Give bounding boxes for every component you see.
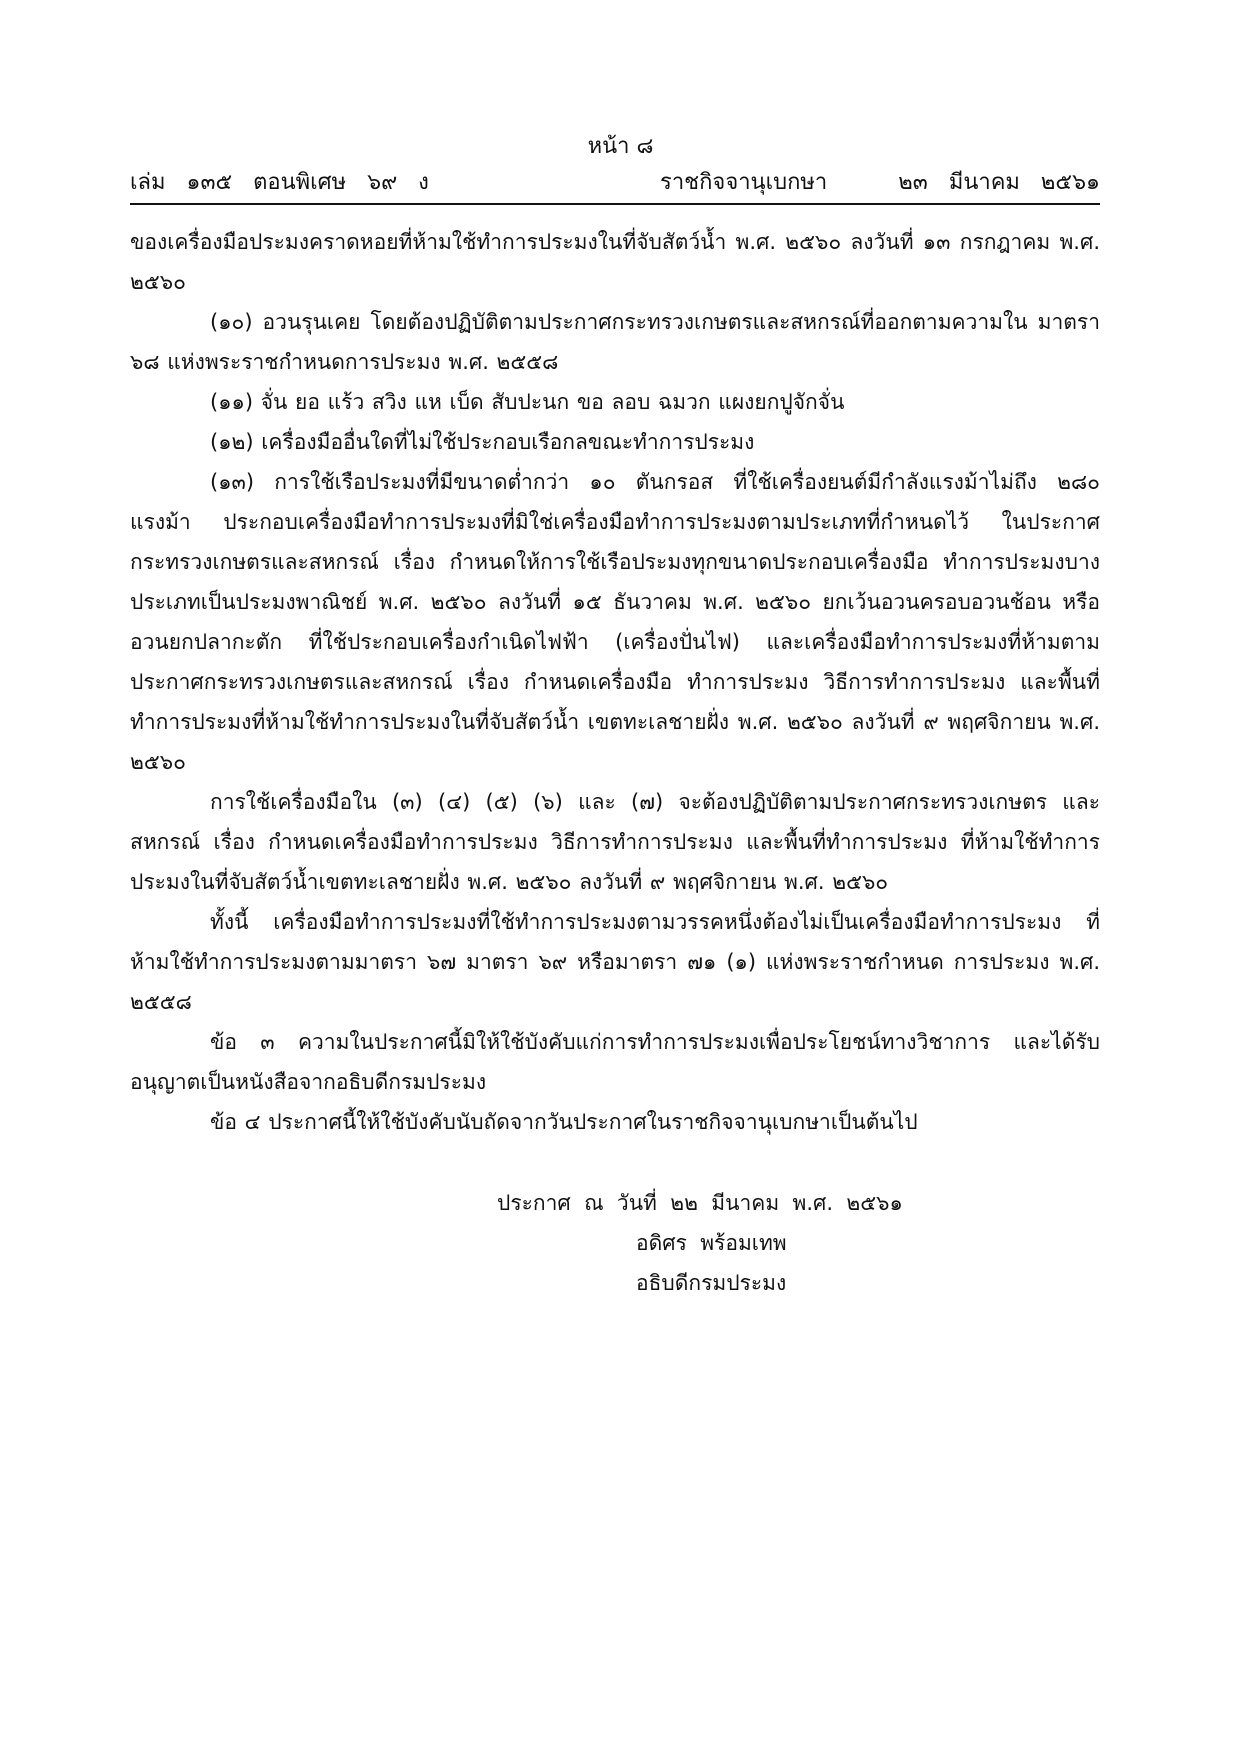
paragraph-clause-3: ข้อ ๓ ความในประกาศนี้มิให้ใช้บังคับแก่การทำการประมงเพื่อประโยชน์ทางวิชาการ และได้รับอนุญาตเป็นหนังสือจากอธิบดีกรมประมง: [130, 1030, 1100, 1094]
paragraph-prohibition: ทั้งนี้ เครื่องมือทำการประมงที่ใช้ทำการประมงตามวรรคหนึ่งต้องไม่เป็นเครื่องมือทำการประมง ที่ห้ามใช้ทำการประมงตามมาตรา ๖๗ มาตรา ๖๙ หรือมาตรา ๗๑ (๑) แห่งพระราชกำหนด การประมง พ.ศ. ๒๕๕๘: [130, 910, 1100, 1014]
publication-date: ๒๓ มีนาคม ๒๕๖๑: [898, 170, 1100, 195]
volume-info: เล่ม ๑๓๕ ตอนพิเศษ ๖๙ ง: [130, 170, 429, 195]
paragraph-item-12: (๑๒) เครื่องมืออื่นใดที่ไม่ใช้ประกอบเรือกลขณะทำการประมง: [210, 430, 755, 454]
document-body: [130, 222, 1100, 1142]
page-number: หน้า ๘: [587, 134, 654, 159]
paragraph-item-10: (๑๐) อวนรุนเคย โดยต้องปฏิบัติตามประกาศกระทรวงเกษตรและสหกรณ์ที่ออกตามความใน มาตรา ๖๘ แห่งพระราชกำหนดการประมง พ.ศ. ๒๕๕๘: [130, 310, 1100, 374]
paragraph-tool-usage: การใช้เครื่องมือใน (๓) (๔) (๕) (๖) และ (๗) จะต้องปฏิบัติตามประกาศกระทรวงเกษตร และสหกรณ์ เรื่อง กำหนดเครื่องมือทำการประมง วิธีการทำการประมง และพื้นที่ทำการประมง ที่ห้ามใช้ทำการประมงในที่จับสัตว์น้ำเขตทะเลชายฝั่ง พ.ศ. ๒๕๖๐ ลงวันที่ ๙ พฤศจิกายน พ.ศ. ๒๕๖๐: [130, 790, 1100, 894]
header-rule: [130, 203, 1100, 205]
publication-title: ราชกิจจานุเบกษา: [660, 170, 828, 195]
signatory-position: อธิบดีกรมประมง: [636, 1271, 787, 1295]
signatory-name: อดิศร พร้อมเทพ: [636, 1231, 787, 1255]
paragraph-clause-4: ข้อ ๔ ประกาศนี้ให้ใช้บังคับนับถัดจากวันประกาศในราชกิจจานุเบกษาเป็นต้นไป: [210, 1110, 918, 1134]
announcement-date: ประกาศ ณ วันที่ ๒๒ มีนาคม พ.ศ. ๒๕๖๑: [497, 1191, 903, 1215]
paragraph-item-13: (๑๓) การใช้เรือประมงที่มีขนาดต่ำกว่า ๑๐ ตันกรอส ที่ใช้เครื่องยนต์มีกำลังแรงม้าไม่ถึง ๒๘๐ แรงม้า ประกอบเครื่องมือทำการประมงที่มิใช่เครื่องมือทำการประมงตามประเภทที่กำหนดไว้ ในประกาศกระทรวงเกษตรและสหกรณ์ เรื่อง กำหนดให้การใช้เรือประมงทุกขนาดประกอบเครื่องมือ ทำการประมงบางประเภทเป็นประมงพาณิชย์ พ.ศ. ๒๕๖๐ ลงวันที่ ๑๕ ธันวาคม พ.ศ. ๒๕๖๐ ยกเว้นอวนครอบอวนช้อน หรืออวนยกปลากะตัก ที่ใช้ประกอบเครื่องกำเนิดไฟฟ้า (เครื่องปั่นไฟ) และเครื่องมือทำการประมงที่ห้ามตามประกาศกระทรวงเกษตรและสหกรณ์ เรื่อง กำหนดเครื่องมือ ทำการประมง วิธีการทำการประมง และพื้นที่ทำการประมงที่ห้ามใช้ทำการประมงในที่จับสัตว์น้ำ เขตทะเลชายฝั่ง พ.ศ. ๒๕๖๐ ลงวันที่ ๙ พฤศจิกายน พ.ศ. ๒๕๖๐: [130, 470, 1100, 774]
paragraph-item-11: (๑๑) จั่น ยอ แร้ว สวิง แห เบ็ด สับปะนก ขอ ลอบ ฉมวก แผงยกปูจักจั่น: [210, 390, 845, 414]
document-header: [130, 164, 1100, 200]
paragraph-continuation: ของเครื่องมือประมงคราดหอยที่ห้ามใช้ทำการประมงในที่จับสัตว์น้ำ พ.ศ. ๒๕๖๐ ลงวันที่ ๑๓ กรกฎาคม พ.ศ. ๒๕๖๐: [130, 230, 1100, 294]
